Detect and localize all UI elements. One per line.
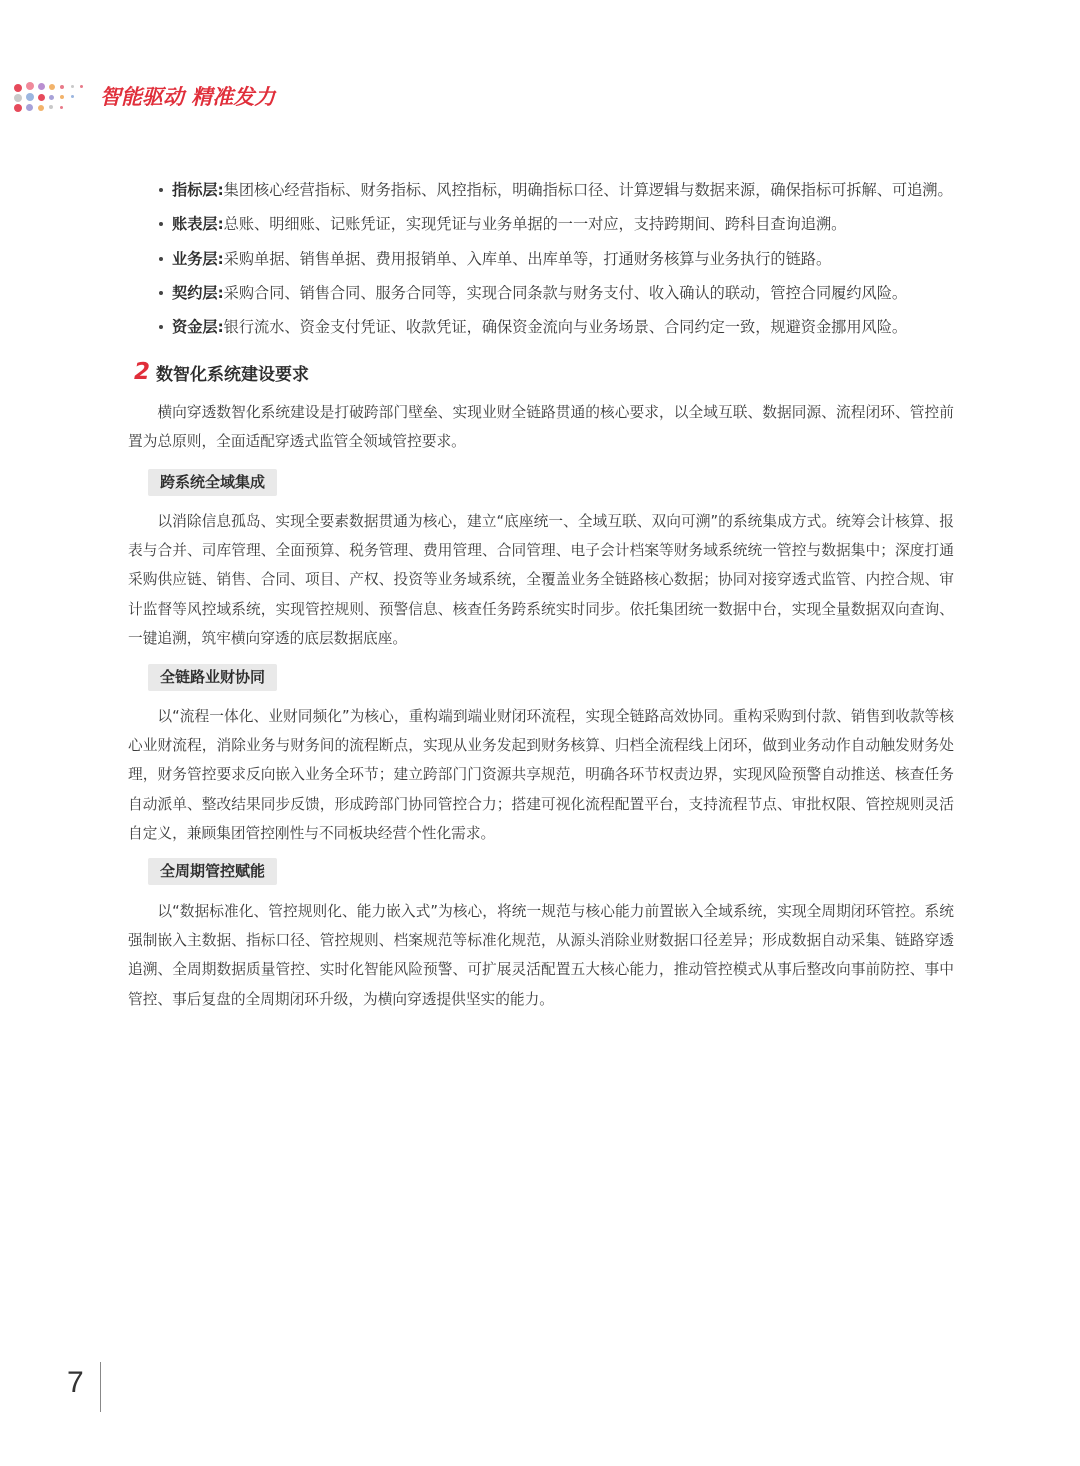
bullet-text: 采购合同、销售合同、服务合同等，实现合同条款与财务支付、收入确认的联动，管控合同履约风险。 — [223, 283, 908, 302]
bullet-dot-icon — [159, 222, 163, 226]
dot-icon — [60, 106, 63, 109]
subsection-heading: 全链路业财协同 — [148, 664, 277, 691]
brand-dots-decoration — [14, 82, 94, 112]
bullet-text: 总账、明细账、记账凭证，实现凭证与业务单据的一一对应，支持跨期间、跨科目查询追溯。 — [223, 215, 847, 234]
list-item — [128, 276, 954, 310]
list-item — [128, 207, 954, 241]
bullet-text: 银行流水、资金支付凭证、收款凭证，确保资金流向与业务场景、合同约定一致，规避资金挪用风险。 — [223, 318, 908, 337]
list-item — [128, 310, 954, 344]
bullet-text: 集团核心经营指标、财务指标、风控指标，明确指标口径、计算逻辑与数据来源，确保指标可拆解、可追溯。 — [223, 181, 953, 199]
dot-icon — [38, 94, 45, 101]
dot-icon — [49, 105, 53, 109]
page-number-divider — [100, 1362, 101, 1412]
dot-icon — [14, 84, 22, 92]
dot-icon — [38, 105, 44, 111]
bullet-dot-icon — [159, 188, 163, 192]
dot-icon — [26, 82, 34, 90]
dot-icon — [60, 95, 64, 99]
dot-icon — [26, 93, 34, 101]
layer-bullet-list — [128, 173, 954, 344]
dot-icon — [80, 85, 83, 88]
dot-icon — [14, 104, 22, 112]
dot-icon — [60, 85, 64, 89]
subsection-paragraph: 以“数据标准化、管控规则化、能力嵌入式”为核心，将统一规范与核心能力前置嵌入全域系统，实现全周期闭环管控。系统强制嵌入主数据、指标口径、管控规则、档案规范等标准化规范，从源头消除业财数据口径差异；形成数据自动采集、链路穿透追溯、全周期数据质量管控、实时化智能风险预警、可扩展灵活配置五大核心能力，推动管控模式从事后整改向事前防控、事中管控、事后复盘的全周期闭环升级，为横向穿透提供坚实的能力。 — [128, 903, 954, 1008]
section-heading — [134, 359, 309, 385]
dot-icon — [49, 95, 54, 100]
section-title: 数智化系统建设要求 — [156, 364, 310, 385]
dot-icon — [71, 85, 74, 88]
section-number: 2 — [134, 359, 151, 385]
list-item — [128, 242, 954, 276]
page-number: 7 — [67, 1366, 84, 1399]
section-intro: 横向穿透数智化系统建设是打破跨部门壁垒、实现业财全链路贯通的核心要求，以全域互联、数据同源、流程闭环、管控前置为总原则，全面适配穿透式监管全领域管控要求。 — [128, 404, 954, 451]
dot-icon — [14, 94, 22, 102]
bullet-key: 资金层: — [172, 318, 224, 337]
subsection-paragraph: 以“流程一体化、业财同频化”为核心，重构端到端业财闭环流程，实现全链路高效协同。重构采购到付款、销售到收款等核心业财流程，消除业务与财务间的流程断点，实现从业务发起到财务核算、归档全流程线上闭环，做到业务动作自动触发财务处理，财务管控要求反向嵌入业务全环节；建立跨部门门资源共享规范，明确各环节权责边界，实现风险预警自动推送、核查任务自动派单、整改结果同步反馈，形成跨部门协同管控合力；搭建可视化流程配置平台，支持流程节点、审批权限、管控规则灵活自定义，兼顾集团管控刚性与不同板块经营个性化需求。 — [128, 708, 954, 842]
dot-icon — [26, 104, 33, 111]
brand-slogan: 智能驱动 精准发力 — [100, 85, 276, 109]
bullet-key: 指标层: — [172, 181, 224, 199]
dot-icon — [71, 95, 74, 98]
bullet-dot-icon — [159, 257, 163, 261]
subsection-heading: 全周期管控赋能 — [148, 858, 277, 885]
subsection-paragraph: 以消除信息孤岛、实现全要素数据贯通为核心，建立“底座统一、全域互联、双向可溯”的系统集成方式。统筹会计核算、报表与合并、司库管理、全面预算、税务管理、费用管理、合同管理、电子会计档案等财务域系统统一管控与数据集中；深度打通采购供应链、销售、合同、项目、产权、投资等业务域系统，全覆盖业务全链路核心数据；协同对接穿透式监管、内控合规、审计监督等风控域系统，实现管控规则、预警信息、核查任务跨系统实时同步。依托集团统一数据中台，实现全量数据双向查询、一键追溯，筑牢横向穿透的底层数据底座。 — [128, 513, 954, 647]
dot-icon — [38, 83, 45, 90]
bullet-key: 业务层: — [172, 249, 224, 268]
dot-icon — [49, 84, 55, 90]
list-item — [128, 173, 954, 207]
bullet-text: 采购单据、销售单据、费用报销单、入库单、出库单等，打通财务核算与业务执行的链路。 — [223, 249, 832, 268]
bullet-dot-icon — [159, 325, 163, 329]
bullet-key: 契约层: — [172, 283, 224, 302]
bullet-key: 账表层: — [172, 215, 224, 234]
bullet-dot-icon — [159, 291, 163, 295]
subsection-heading: 跨系统全域集成 — [148, 469, 277, 496]
